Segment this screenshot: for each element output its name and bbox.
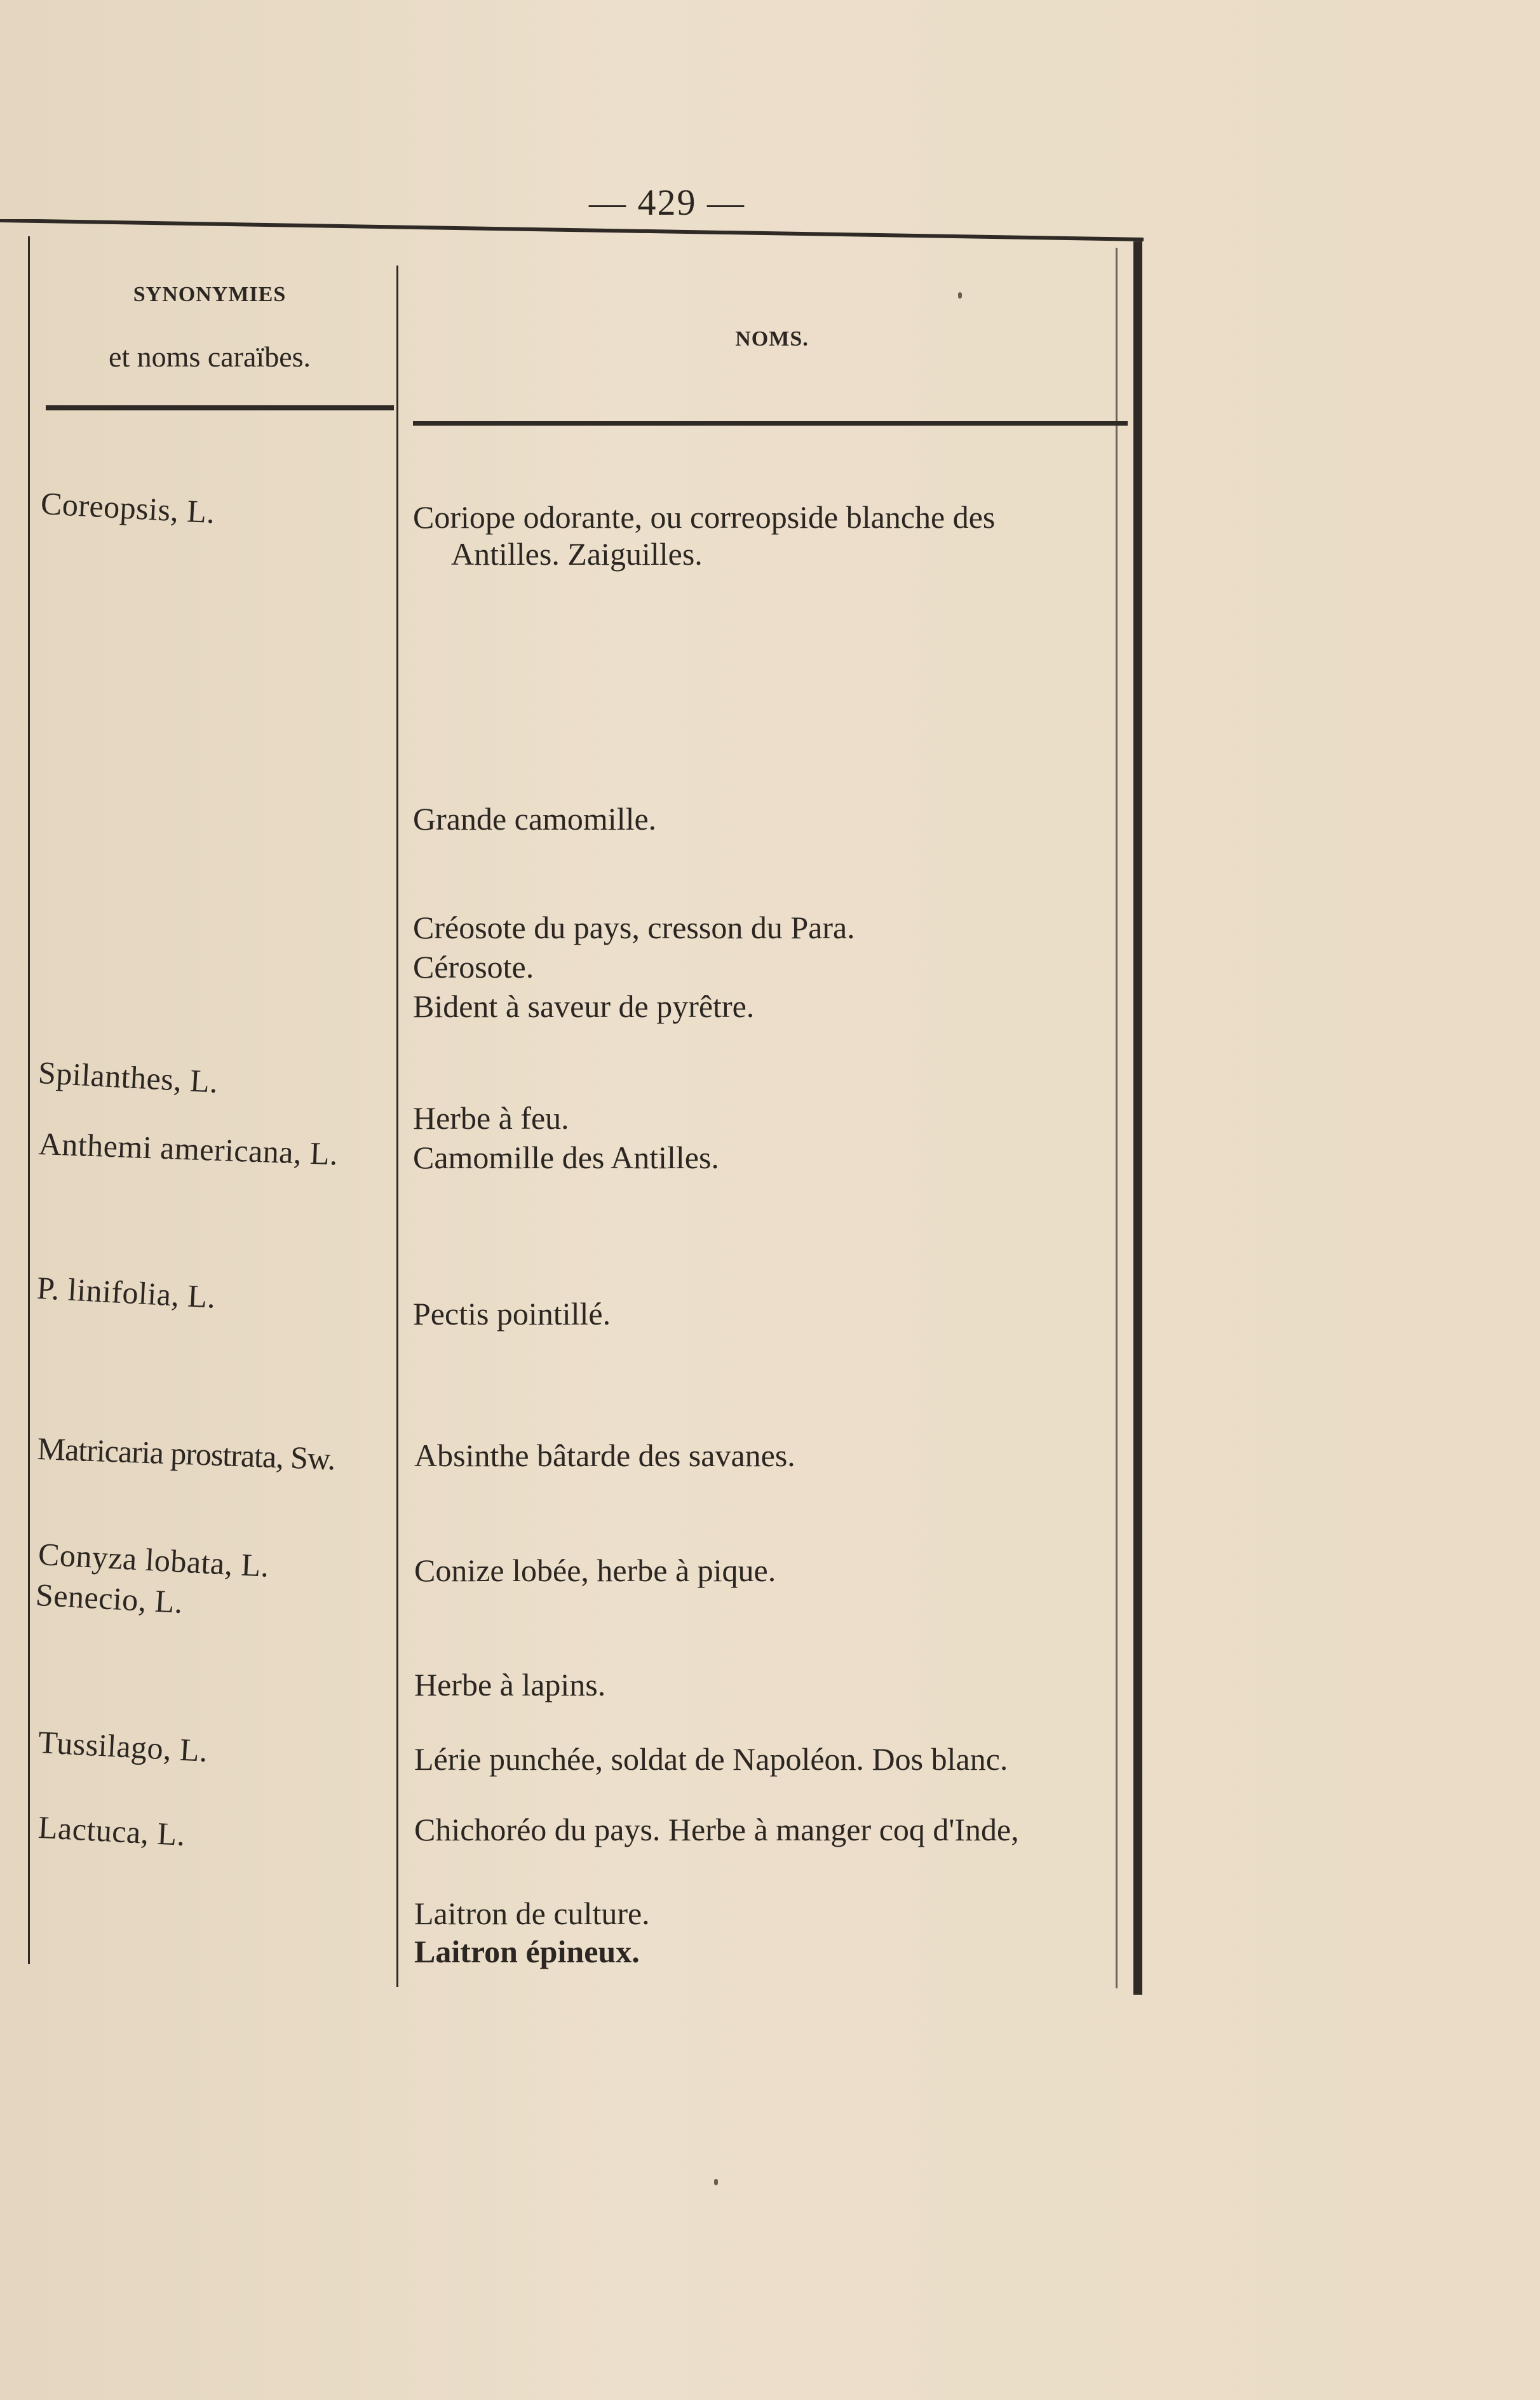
page-number: — 429 —	[589, 182, 745, 223]
synonym-cell: Anthemi americana, L.	[37, 1125, 339, 1172]
name-line: Créosote du pays, cresson du Para.	[413, 910, 855, 945]
synonym-cell: Spilanthes, L.	[37, 1054, 219, 1100]
names-header: NOMS.	[735, 327, 809, 351]
header-separator-left	[46, 405, 394, 410]
name-line: Cérosote.	[413, 949, 534, 985]
name-line: Lérie punchée, soldat de Napoléon. Dos blanc.	[414, 1741, 1008, 1777]
name-line: Coriope odorante, ou correopside blanche des	[413, 499, 996, 535]
name-line: Herbe à lapins.	[414, 1667, 606, 1702]
synonym-cell: Matricaria prostrata, Sw.	[36, 1430, 336, 1477]
name-line: Absinthe bâtarde des savanes.	[414, 1438, 795, 1473]
synonym-cell: Tussilago, L.	[37, 1723, 209, 1769]
synonym-cell: Senecio, L.	[34, 1576, 184, 1621]
synonym-cell: P. linifolia, L.	[36, 1269, 217, 1315]
synonymies-header: SYNONYMIES	[133, 283, 287, 306]
table-right-border	[1133, 241, 1142, 1995]
name-line: Camomille des Antilles.	[413, 1140, 719, 1175]
synonym-cell: Coreopsis, L.	[39, 485, 216, 530]
synonym-cell: Conyza lobata, L.	[37, 1535, 271, 1584]
header-separator-right	[413, 421, 1128, 426]
name-line: Grande camomille.	[413, 801, 657, 837]
name-line: Chichoréo du pays. Herbe à manger coq d'Inde,	[414, 1812, 1019, 1847]
name-line: Bident à saveur de pyrêtre.	[413, 988, 755, 1024]
name-line: Herbe à feu.	[413, 1100, 569, 1136]
name-line: Laitron épineux.	[414, 1934, 640, 1969]
ink-speck	[714, 2179, 718, 2185]
table-left-border	[28, 236, 30, 1964]
table-right-inner-border	[1116, 248, 1118, 1988]
table-top-border	[0, 219, 1150, 245]
column-divider	[396, 266, 398, 1987]
name-line: Antilles. Zaiguilles.	[451, 536, 703, 572]
synonym-cell: Lactuca, L.	[37, 1809, 187, 1853]
name-line: Laitron de culture.	[414, 1896, 650, 1931]
synonymies-subheader: et noms caraïbes.	[108, 340, 311, 373]
name-line: Pectis pointillé.	[413, 1296, 611, 1331]
name-line: Conize lobée, herbe à pique.	[414, 1553, 776, 1588]
ink-speck	[958, 292, 962, 299]
